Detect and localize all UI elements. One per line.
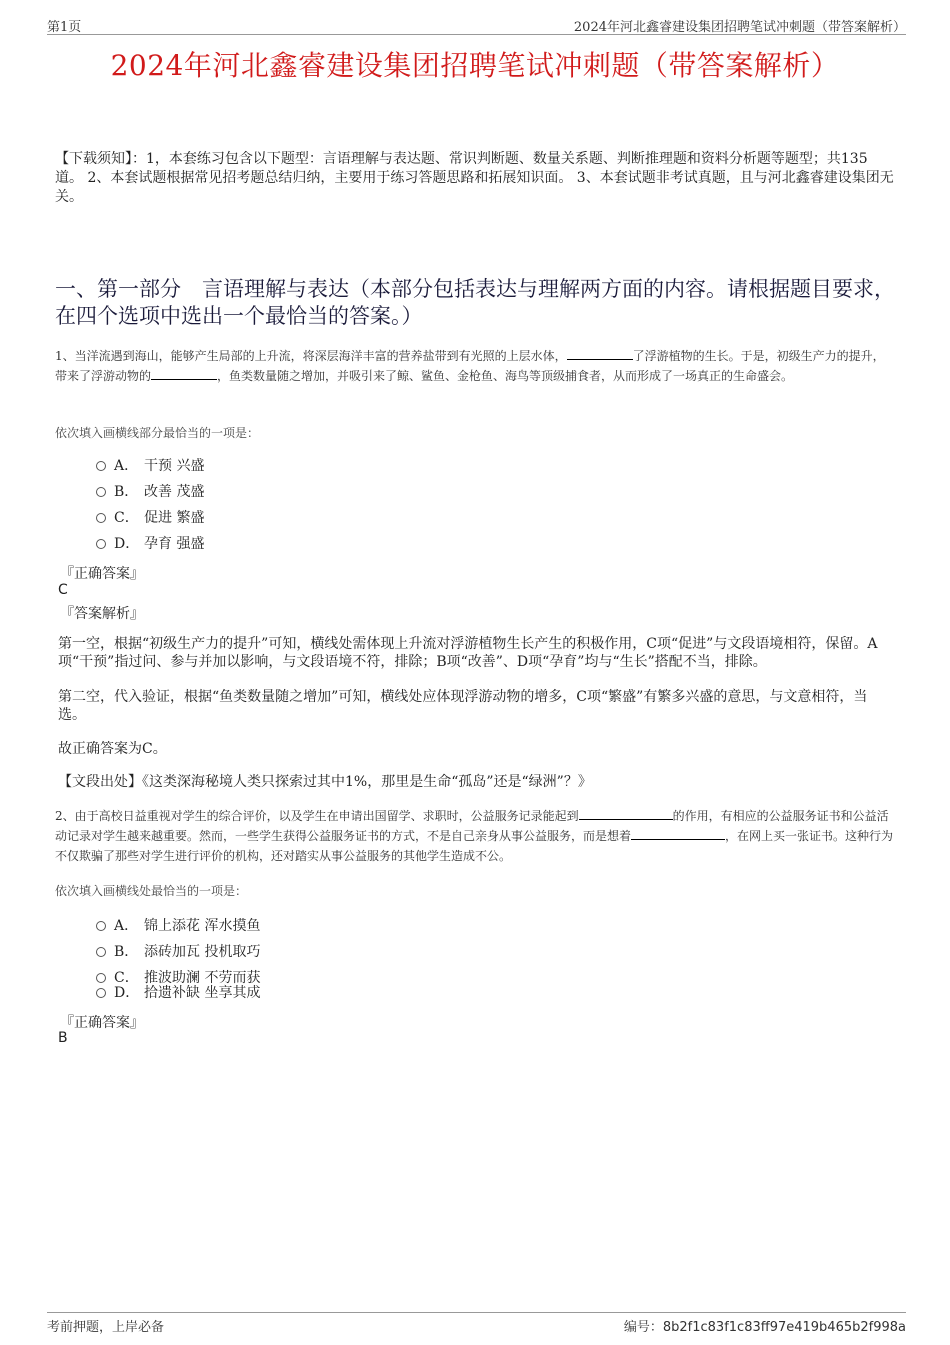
- q1-option-c[interactable]: C． 促进 繁盛: [96, 508, 204, 528]
- q1-answer: C: [58, 582, 68, 598]
- q2-answer: B: [58, 1030, 68, 1046]
- q1-answer-label: 『正确答案』: [60, 566, 144, 582]
- radio-icon[interactable]: [96, 487, 106, 497]
- q1-analysis-paragraph: 第二空，代入验证，根据“鱼类数量随之增加”可知，横线处应体现浮游动物的增多，C项“繁盛”有繁多兴盛的意思，与文意相符，当选。: [58, 689, 868, 723]
- q2-option-d[interactable]: D． 拾遗补缺 坐享其成: [96, 983, 260, 1003]
- q2-answer-label: 『正确答案』: [60, 1015, 144, 1031]
- footer-slogan: 考前押题，上岸必备: [47, 1320, 165, 1335]
- radio-icon[interactable]: [96, 988, 106, 998]
- section-heading: 一、第一部分 言语理解与表达（本部分包括表达与理解两方面的内容。请根据题目要求，在四个选项中选出一个最恰当的答案。）: [55, 277, 895, 328]
- blank-2: [631, 827, 725, 840]
- q1-option-d[interactable]: D． 孕育 强盛: [96, 534, 204, 554]
- blank-2: [151, 367, 217, 380]
- q2-option-c[interactable]: C． 推波助澜 不劳而获: [96, 968, 260, 988]
- radio-icon[interactable]: [96, 973, 106, 983]
- radio-icon[interactable]: [96, 461, 106, 471]
- radio-icon[interactable]: [96, 513, 106, 523]
- radio-icon[interactable]: [96, 947, 106, 957]
- q1-option-b[interactable]: B． 改善 茂盛: [96, 482, 204, 502]
- download-notice: 【下载须知】：1，本套练习包含以下题型：言语理解与表达题、常识判断题、数量关系题、判断推理题和资料分析题等题型；共135道。 2、本套试题根据常见招考题总结归纳，主要用于练习答题思路和拓展知识面。 3、本套试题非考试真题，且与河北鑫睿建设集团无关。: [55, 151, 894, 205]
- page-number: 第1页: [47, 20, 82, 35]
- header-doc-title: 2024年河北鑫睿建设集团招聘笔试冲刺题（带答案解析）: [573, 20, 906, 35]
- q2-option-a[interactable]: A． 锦上添花 浑水摸鱼: [96, 916, 260, 936]
- q1-option-a[interactable]: A． 干预 兴盛: [96, 456, 204, 476]
- q1-source: 【文段出处】《这类深海秘境人类只探索过其中1%，那里是生命“孤岛”还是“绿洲”？》: [58, 774, 592, 790]
- question-1-prompt: 依次填入画横线部分最恰当的一项是：: [55, 426, 260, 440]
- document-title: 2024年河北鑫睿建设集团招聘笔试冲刺题（带答案解析）: [110, 49, 840, 82]
- radio-icon[interactable]: [96, 921, 106, 931]
- q1-analysis-paragraph: 第一空，根据“初级生产力的提升”可知，横线处需体现上升流对浮游植物生长产生的积极作用，C项“促进”与文段语境相符，保留。A项“干预”指过问、参与并加以影响，与文段语境不符，排除；B项“改善”、D项“孕育”均与“生长”搭配不当，排除。: [58, 636, 878, 670]
- page-footer: [47, 1312, 906, 1333]
- question-2-prompt: 依次填入画横线处最恰当的一项是：: [55, 884, 248, 898]
- q2-option-b[interactable]: B． 添砖加瓦 投机取巧: [96, 942, 260, 962]
- q1-analysis-paragraph: 故正确答案为C。: [58, 741, 167, 757]
- blank-1: [579, 807, 673, 820]
- page-header: [47, 14, 906, 35]
- radio-icon[interactable]: [96, 539, 106, 549]
- document-code: 编号：8b2f1c83f1c83ff97e419b465b2f998a: [623, 1320, 906, 1335]
- blank-1: [567, 347, 633, 360]
- q1-analysis-label: 『答案解析』: [60, 606, 144, 622]
- question-1-text: 1、当洋流遇到海山，能够产生局部的上升流，将深层海洋丰富的营养盐带到有光照的上层水体， 了浮游植物的生长。于是，初级生产力的提升，带来了浮游动物的 ，鱼类数量随之增加，并吸引来了鲸、鲨鱼、金枪鱼、海鸟等顶级捕食者，从而形成了一场真正的生命盛会。: [55, 349, 885, 383]
- question-2-text: 2、由于高校日益重视对学生的综合评价，以及学生在申请出国留学、求职时，公益服务记录能起到 的作用，有相应的公益服务证书和公益活动记录对学生越来越重要。然而，一些学生获得公益服务证书的方式，不是自己亲身从事公益服务，而是想着 ，在网上买一张证书。这种行为不仅欺骗了那些对学生进行评价的机构，还对踏实从事公益服务的其他学生造成不公。: [55, 809, 894, 863]
